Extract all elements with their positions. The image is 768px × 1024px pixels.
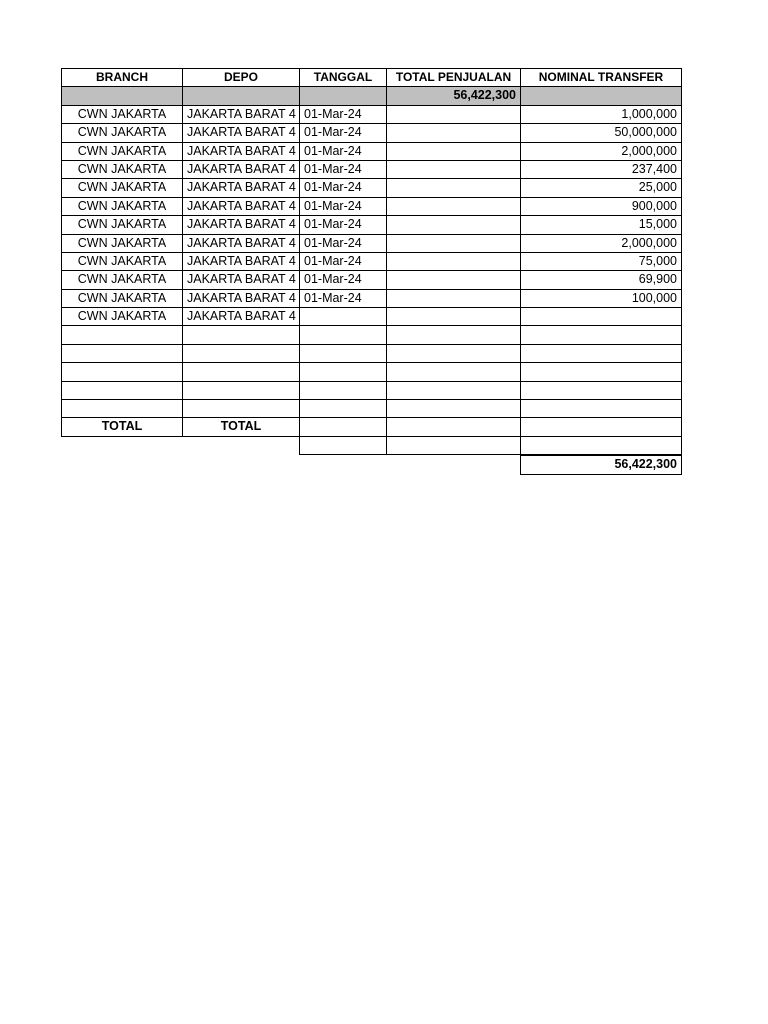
cell-nominal-transfer[interactable]: 2,000,000 bbox=[520, 234, 682, 253]
cell-nominal-transfer[interactable] bbox=[520, 325, 682, 344]
cell-total-penjualan[interactable] bbox=[386, 307, 521, 326]
cell-nominal-transfer[interactable] bbox=[520, 381, 682, 400]
cell-total-penjualan[interactable] bbox=[386, 344, 521, 363]
cell-tanggal[interactable]: 01-Mar-24 bbox=[299, 197, 387, 216]
cell-branch[interactable]: CWN JAKARTA bbox=[61, 234, 183, 253]
extra-cell-penjualan[interactable] bbox=[386, 436, 521, 455]
cell-total-penjualan[interactable] bbox=[386, 289, 521, 308]
cell-tanggal[interactable]: 01-Mar-24 bbox=[299, 289, 387, 308]
summary-total-penjualan[interactable]: 56,422,300 bbox=[386, 86, 521, 105]
cell-depo[interactable] bbox=[182, 325, 300, 344]
cell-tanggal[interactable]: 01-Mar-24 bbox=[299, 215, 387, 234]
cell-total-penjualan[interactable] bbox=[386, 178, 521, 197]
cell-branch[interactable]: CWN JAKARTA bbox=[61, 142, 183, 161]
cell-depo[interactable]: JAKARTA BARAT 4 bbox=[182, 160, 300, 179]
total-cell-tanggal[interactable] bbox=[299, 417, 387, 436]
cell-depo[interactable]: JAKARTA BARAT 4 bbox=[182, 289, 300, 308]
cell-branch[interactable] bbox=[61, 399, 183, 418]
cell-tanggal[interactable] bbox=[299, 344, 387, 363]
cell-branch[interactable]: CWN JAKARTA bbox=[61, 178, 183, 197]
cell-nominal-transfer[interactable]: 900,000 bbox=[520, 197, 682, 216]
cell-tanggal[interactable]: 01-Mar-24 bbox=[299, 178, 387, 197]
cell-depo[interactable]: JAKARTA BARAT 4 bbox=[182, 178, 300, 197]
cell-total-penjualan[interactable] bbox=[386, 197, 521, 216]
cell-nominal-transfer[interactable] bbox=[520, 399, 682, 418]
cell-nominal-transfer[interactable]: 69,900 bbox=[520, 270, 682, 289]
cell-total-penjualan[interactable] bbox=[386, 270, 521, 289]
cell-total-penjualan[interactable] bbox=[386, 252, 521, 271]
cell-nominal-transfer[interactable]: 15,000 bbox=[520, 215, 682, 234]
cell-nominal-transfer[interactable] bbox=[520, 307, 682, 326]
cell-nominal-transfer[interactable]: 2,000,000 bbox=[520, 142, 682, 161]
cell-depo[interactable]: JAKARTA BARAT 4 bbox=[182, 252, 300, 271]
cell-nominal-transfer[interactable]: 50,000,000 bbox=[520, 123, 682, 142]
cell-branch[interactable] bbox=[61, 381, 183, 400]
cell-total-penjualan[interactable] bbox=[386, 399, 521, 418]
cell-tanggal[interactable]: 01-Mar-24 bbox=[299, 234, 387, 253]
cell-depo[interactable]: JAKARTA BARAT 4 bbox=[182, 270, 300, 289]
cell-depo[interactable] bbox=[182, 381, 300, 400]
cell-branch[interactable]: CWN JAKARTA bbox=[61, 289, 183, 308]
cell-nominal-transfer[interactable]: 100,000 bbox=[520, 289, 682, 308]
cell-tanggal[interactable] bbox=[299, 399, 387, 418]
cell-branch[interactable]: CWN JAKARTA bbox=[61, 197, 183, 216]
grand-blank-1 bbox=[62, 456, 183, 475]
cell-branch[interactable]: CWN JAKARTA bbox=[61, 252, 183, 271]
cell-depo[interactable] bbox=[182, 362, 300, 381]
cell-depo[interactable]: JAKARTA BARAT 4 bbox=[182, 142, 300, 161]
cell-nominal-transfer[interactable]: 237,400 bbox=[520, 160, 682, 179]
total-label-depo[interactable]: TOTAL bbox=[182, 417, 300, 436]
extra-cell-tanggal[interactable] bbox=[299, 436, 387, 455]
cell-depo[interactable]: JAKARTA BARAT 4 bbox=[182, 123, 300, 142]
cell-total-penjualan[interactable] bbox=[386, 362, 521, 381]
spreadsheet-sheet bbox=[62, 69, 682, 476]
grand-blank-4 bbox=[387, 456, 521, 475]
total-cell-nominal[interactable] bbox=[520, 417, 682, 436]
cell-nominal-transfer[interactable]: 75,000 bbox=[520, 252, 682, 271]
cell-branch[interactable]: CWN JAKARTA bbox=[61, 215, 183, 234]
table-footer bbox=[62, 418, 682, 475]
cell-total-penjualan[interactable] bbox=[386, 160, 521, 179]
summary-cell-depo[interactable] bbox=[182, 86, 300, 105]
cell-depo[interactable]: JAKARTA BARAT 4 bbox=[182, 307, 300, 326]
cell-total-penjualan[interactable] bbox=[386, 234, 521, 253]
extra-cell-depo bbox=[183, 437, 300, 456]
cell-tanggal[interactable] bbox=[299, 307, 387, 326]
header-nominal-transfer[interactable]: NOMINAL TRANSFER bbox=[520, 68, 682, 87]
cell-branch[interactable] bbox=[61, 362, 183, 381]
grand-blank-2 bbox=[183, 456, 300, 475]
total-label-branch[interactable]: TOTAL bbox=[61, 417, 183, 436]
header-depo[interactable]: DEPO bbox=[182, 68, 300, 87]
header-tanggal[interactable]: TANGGAL bbox=[299, 68, 387, 87]
cell-tanggal[interactable] bbox=[299, 325, 387, 344]
summary-cell-tanggal[interactable] bbox=[299, 86, 387, 105]
cell-depo[interactable]: JAKARTA BARAT 4 bbox=[182, 234, 300, 253]
cell-total-penjualan[interactable] bbox=[386, 142, 521, 161]
cell-nominal-transfer[interactable] bbox=[520, 344, 682, 363]
cell-depo[interactable]: JAKARTA BARAT 4 bbox=[182, 105, 300, 124]
cell-branch[interactable]: CWN JAKARTA bbox=[61, 105, 183, 124]
cell-nominal-transfer[interactable] bbox=[520, 362, 682, 381]
cell-tanggal[interactable]: 01-Mar-24 bbox=[299, 142, 387, 161]
cell-branch[interactable]: CWN JAKARTA bbox=[61, 307, 183, 326]
cell-branch[interactable]: CWN JAKARTA bbox=[61, 270, 183, 289]
cell-total-penjualan[interactable] bbox=[386, 215, 521, 234]
cell-branch[interactable]: CWN JAKARTA bbox=[61, 123, 183, 142]
extra-cell-branch bbox=[62, 437, 183, 456]
cell-tanggal[interactable]: 01-Mar-24 bbox=[299, 252, 387, 271]
cell-nominal-transfer[interactable]: 1,000,000 bbox=[520, 105, 682, 124]
cell-depo[interactable]: JAKARTA BARAT 4 bbox=[182, 197, 300, 216]
cell-total-penjualan[interactable] bbox=[386, 105, 521, 124]
cell-tanggal[interactable]: 01-Mar-24 bbox=[299, 270, 387, 289]
cell-nominal-transfer[interactable]: 25,000 bbox=[520, 178, 682, 197]
cell-total-penjualan[interactable] bbox=[386, 123, 521, 142]
total-cell-penjualan[interactable] bbox=[386, 417, 521, 436]
cell-branch[interactable]: CWN JAKARTA bbox=[61, 160, 183, 179]
grand-blank-3 bbox=[300, 456, 387, 475]
transfer-table bbox=[62, 69, 682, 106]
cell-tanggal[interactable]: 01-Mar-24 bbox=[299, 105, 387, 124]
cell-depo[interactable] bbox=[182, 399, 300, 418]
cell-tanggal[interactable] bbox=[299, 362, 387, 381]
grand-total-nominal[interactable]: 56,422,300 bbox=[520, 455, 682, 474]
header-branch[interactable]: BRANCH bbox=[61, 68, 183, 87]
cell-branch[interactable] bbox=[61, 325, 183, 344]
cell-tanggal[interactable]: 01-Mar-24 bbox=[299, 123, 387, 142]
cell-depo[interactable] bbox=[182, 344, 300, 363]
table-body bbox=[62, 106, 682, 419]
cell-tanggal[interactable]: 01-Mar-24 bbox=[299, 160, 387, 179]
cell-total-penjualan[interactable] bbox=[386, 325, 521, 344]
cell-branch[interactable] bbox=[61, 344, 183, 363]
cell-tanggal[interactable] bbox=[299, 381, 387, 400]
cell-total-penjualan[interactable] bbox=[386, 381, 521, 400]
header-total-penjualan[interactable]: TOTAL PENJUALAN bbox=[386, 68, 521, 87]
summary-cell-branch[interactable] bbox=[61, 86, 183, 105]
extra-cell-nominal[interactable] bbox=[520, 436, 682, 455]
cell-depo[interactable]: JAKARTA BARAT 4 bbox=[182, 215, 300, 234]
summary-cell-nominal[interactable] bbox=[520, 86, 682, 105]
